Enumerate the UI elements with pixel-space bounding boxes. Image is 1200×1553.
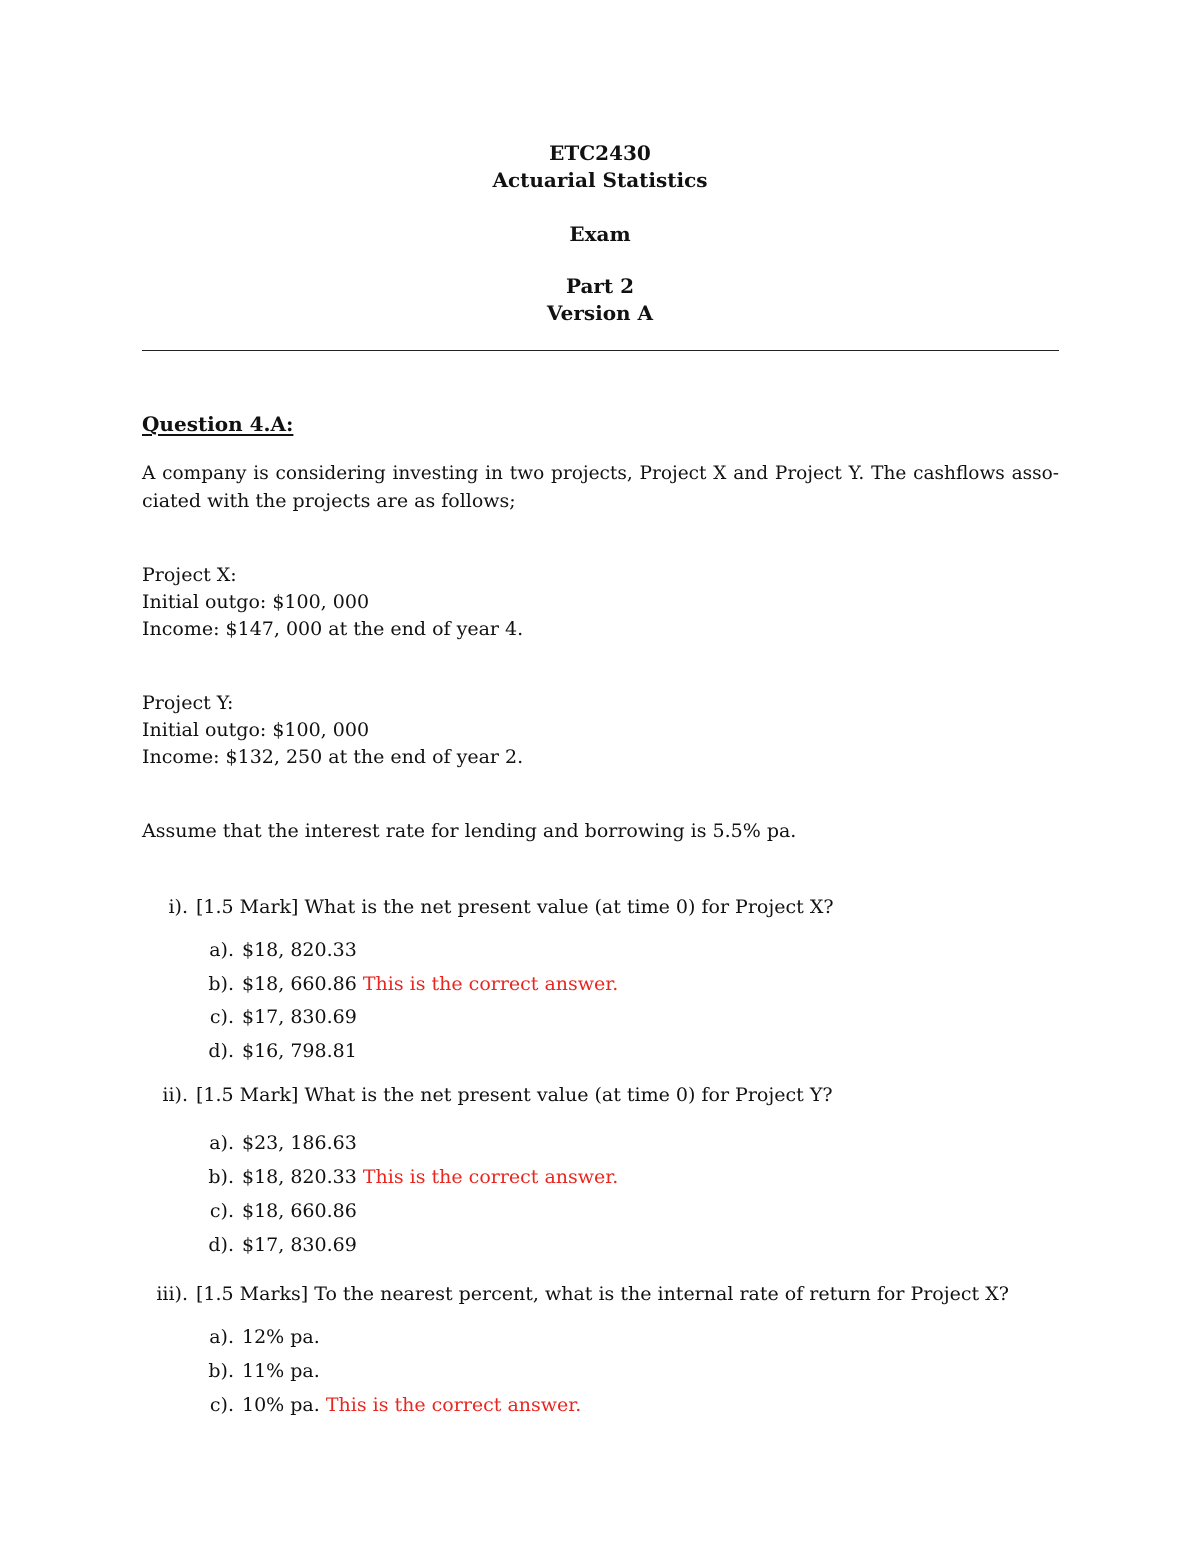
project-y-income: Income: $132, 250 at the end of year 2. [142, 746, 524, 768]
header-divider [142, 350, 1059, 351]
part-iii-option-b-label: b). [208, 1360, 234, 1382]
part-iii-option-a: 12% pa. [242, 1326, 320, 1348]
part-ii-option-c: $18, 660.86 [242, 1200, 357, 1222]
part-iii-option-a-label: a). [209, 1326, 234, 1348]
part-ii-option-b-label: b). [208, 1166, 234, 1188]
correct-answer-note: This is the correct answer. [362, 1166, 619, 1188]
part-i-question: [1.5 Mark] What is the net present value (at time 0) for Project X? [196, 896, 834, 918]
part-i-option-c: $17, 830.69 [242, 1006, 357, 1028]
part-iii-label: iii). [156, 1283, 188, 1305]
version-label: Version A [546, 301, 654, 325]
part-i-option-b-label: b). [208, 973, 234, 995]
part-ii-label: ii). [162, 1084, 188, 1106]
part-ii-option-c-label: c). [209, 1200, 234, 1222]
project-x-title: Project X: [142, 564, 237, 586]
part-i-option-a: $18, 820.33 [242, 939, 357, 961]
project-x-income: Income: $147, 000 at the end of year 4. [142, 618, 524, 640]
part-ii-option-a-label: a). [209, 1132, 234, 1154]
part-iii-option-c-text: 10% pa. [242, 1394, 320, 1416]
course-code: ETC2430 [549, 141, 651, 165]
part-iii-question: [1.5 Marks] To the nearest percent, what is the internal rate of return for Project X? [196, 1283, 1009, 1305]
part-i-label: i). [168, 896, 188, 918]
project-y-outgo: Initial outgo: $100, 000 [142, 719, 370, 741]
part-i-option-b-text: $18, 660.86 [242, 973, 357, 995]
intro-line-1: A company is considering investing in two projects, Project X and Project Y. The cashflows asso- [142, 463, 1059, 484]
part-iii-option-c [242, 1396, 581, 1415]
part-i-option-d-label: d). [208, 1040, 234, 1062]
part-i-option-c-label: c). [209, 1006, 234, 1028]
course-name: Actuarial Statistics [492, 168, 708, 192]
part-ii-question: [1.5 Mark] What is the net present value (at time 0) for Project Y? [196, 1084, 833, 1106]
part-ii-option-b [242, 1168, 618, 1187]
question-heading: Question 4.A: [142, 412, 294, 436]
part-label: Part 2 [565, 274, 635, 298]
part-i-option-a-label: a). [209, 939, 234, 961]
project-y-title: Project Y: [142, 692, 234, 714]
part-i-option-d: $16, 798.81 [242, 1040, 357, 1062]
part-iii-option-b: 11% pa. [242, 1360, 320, 1382]
part-ii-option-a: $23, 186.63 [242, 1132, 357, 1154]
intro-line-2: ciated with the projects are as follows; [142, 490, 516, 512]
correct-answer-note: This is the correct answer. [325, 1394, 582, 1416]
interest-assumption: Assume that the interest rate for lending and borrowing is 5.5% pa. [142, 820, 797, 842]
part-iii-option-c-label: c). [209, 1394, 234, 1416]
correct-answer-note: This is the correct answer. [362, 973, 619, 995]
project-x-outgo: Initial outgo: $100, 000 [142, 591, 370, 613]
part-ii-option-b-text: $18, 820.33 [242, 1166, 357, 1188]
part-ii-option-d-label: d). [208, 1234, 234, 1256]
doc-type: Exam [569, 222, 631, 246]
part-ii-option-d: $17, 830.69 [242, 1234, 357, 1256]
part-i-option-b [242, 975, 618, 994]
